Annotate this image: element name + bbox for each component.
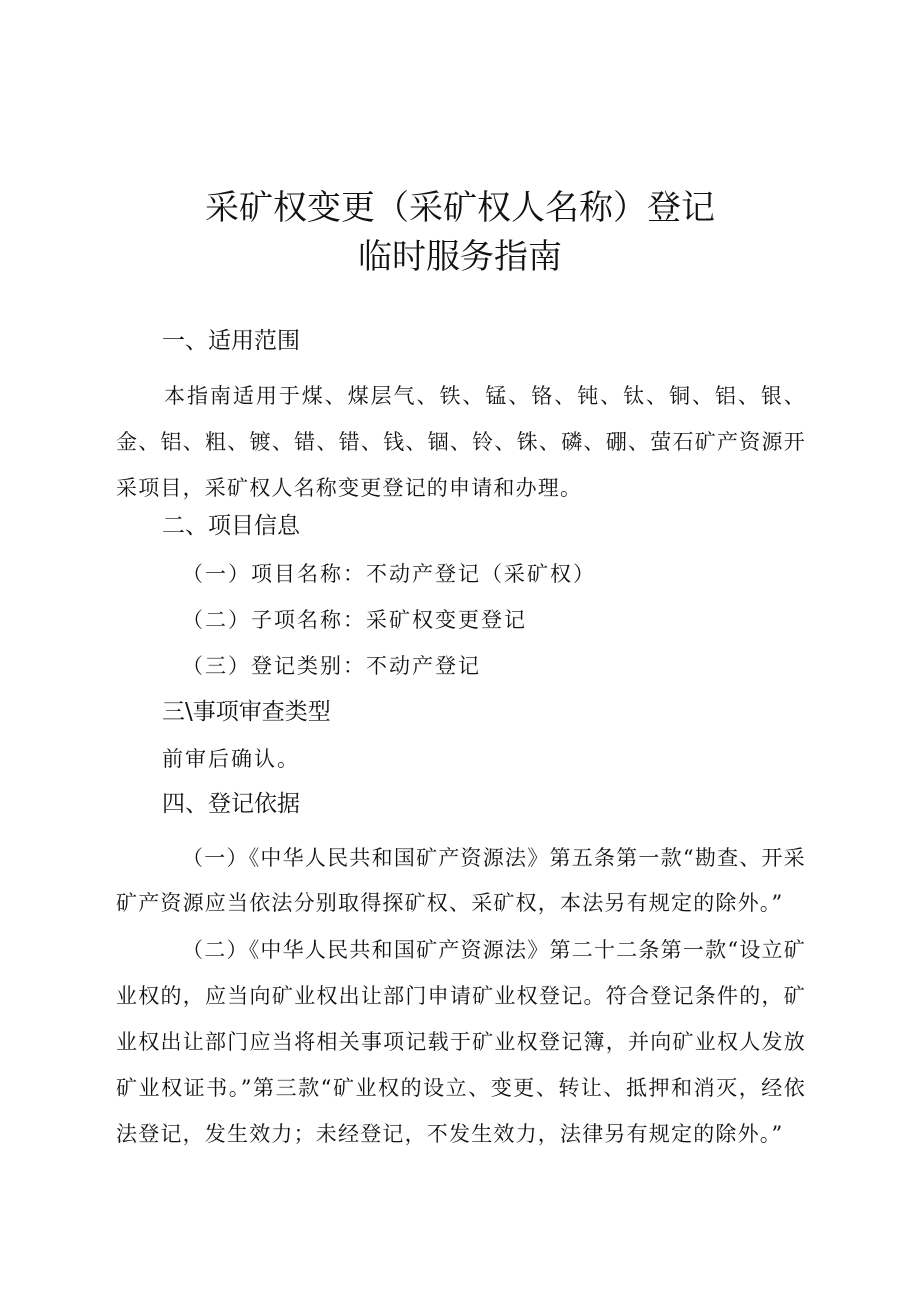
project-info-item-category: （三）登记类别：不动产登记 (182, 654, 481, 678)
document-title-line2: 临时服务指南 (358, 237, 562, 277)
section-heading-legal-basis: 四、登记依据 (162, 791, 300, 817)
legal-basis-paragraph-1: （一）《中华人民共和国矿产资源法》第五条第一款“勘查、开采矿产资源应当依法分别取得探矿权、采矿权，本法另有规定的除外。” (116, 846, 806, 915)
section-heading-scope: 一、适用范围 (162, 328, 300, 354)
section-heading-review-type: 三\事项审查类型 (162, 699, 331, 725)
legal-basis-paragraph-2: （二）《中华人民共和国矿产资源法》第二十二条第一款“设立矿业权的，应当向矿业权出让部门申请矿业权登记。符合登记条件的，矿业权出让部门应当将相关事项记载于矿业权登记簿，并向矿业权人发放矿业权证书。”第三款“矿业权的设立、变更、转让、抵押和消灭，经依法登记，发生效力；未经登记，不发生效力，法律另有规定的除外。” (116, 938, 806, 1146)
project-info-item-subname: （二）子项名称：采矿权变更登记 (182, 608, 527, 632)
section-heading-project-info: 二、项目信息 (162, 513, 300, 539)
document-title-line1: 采矿权变更（采矿权人名称）登记 (205, 188, 715, 228)
review-type-paragraph: 前审后确认。 (162, 747, 300, 771)
scope-paragraph: 本指南适用于煤、煤层气、铁、锰、铬、钝、钛、铜、铝、银、金、铝、粗、镀、错、错、钱、锢、铃、铢、磷、硼、萤石矿产资源开采项目，采矿权人名称变更登记的申请和办理。 (116, 384, 806, 500)
project-info-item-name: （一）项目名称：不动产登记（采矿权） (182, 562, 596, 586)
